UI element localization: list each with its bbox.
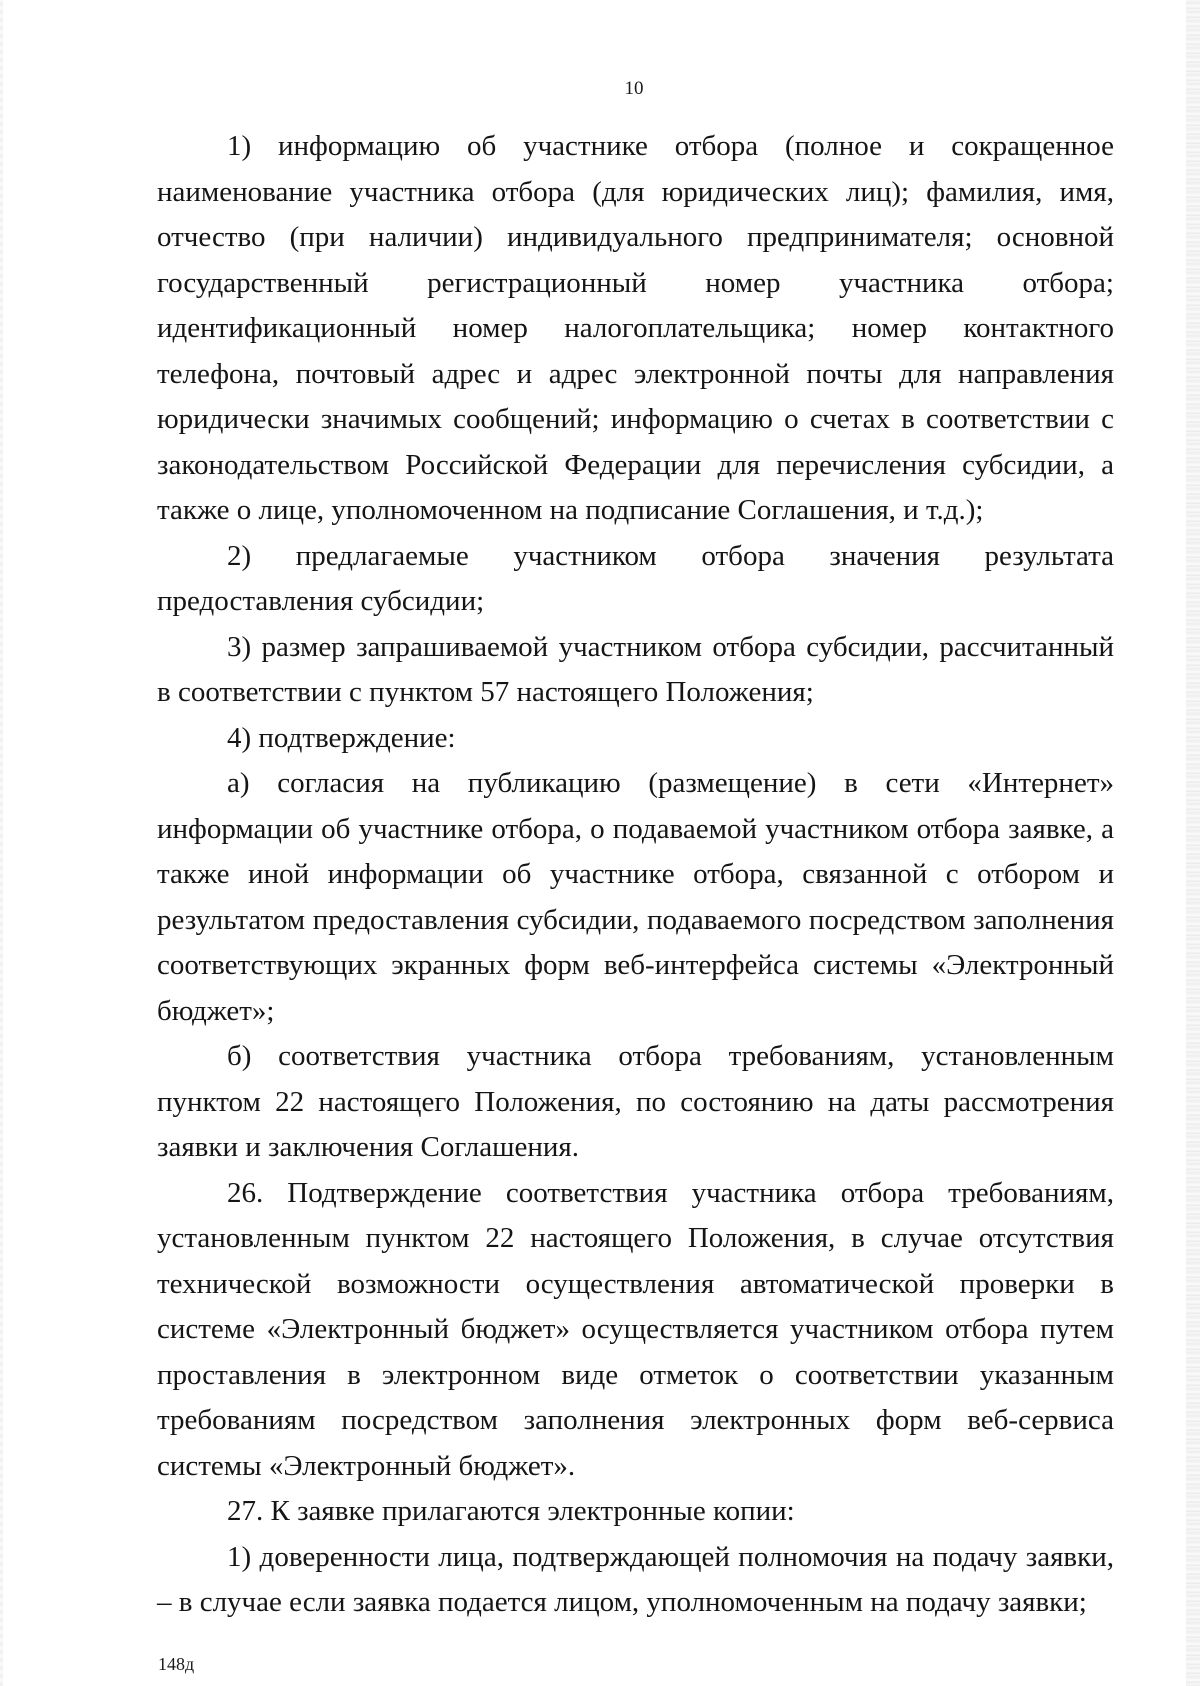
scan-edge-right	[1186, 0, 1200, 1686]
paragraph-subitem-b-requirements-compliance: б) соответствия участника отбора требованиям, установленным пунктом 22 настоящего Положения, по состоянию на даты рассмотрения заявки и заключения Соглашения.	[157, 1040, 1114, 1163]
paragraph-item-3-subsidy-amount: 3) размер запрашиваемой участником отбора субсидии, рассчитанный в соответствии с пунктом 57 настоящего Положения;	[157, 630, 1114, 708]
page-number: 10	[624, 78, 644, 99]
paragraph-subitem-a-publication-consent: а) согласия на публикацию (размещение) в сети «Интернет» информации об участнике отбора, о подаваемой участником отбора заявке, а также иной информации об участнике отбора, связанной с отбором и результатом предоставления субсидии, подаваемого посредством заполнения соответствующих экранных форм веб-интерфейса системы «Электронный бюджет»;	[157, 767, 1114, 1027]
paragraph-clause-27: 27. К заявке прилагаются электронные копии:	[227, 1495, 795, 1527]
paragraph-item-4-confirmation: 4) подтверждение:	[227, 721, 456, 754]
paragraph-item-2-result-values: 2) предлагаемые участником отбора значения результата предоставления субсидии;	[157, 539, 1114, 617]
document-body	[157, 124, 1114, 1626]
paragraph-clause-27-item-1: 1) доверенности лица, подтверждающей полномочия на подачу заявки, – в случае если заявка подается лицом, уполномоченным на подачу заявки;	[157, 1540, 1114, 1618]
paragraph-item-1-applicant-info: 1) информацию об участнике отбора (полное и сокращенное наименование участника отбора (для юридических лиц); фамилия, имя, отчество (при наличии) индивидуального предпринимателя; основной государственный регистрационный номер участника отбора; идентификационный номер налогоплательщика; номер контактного телефона, почтовый адрес и адрес электронной почты для направления юридически значимых сообщений; информацию о счетах в соответствии с законодательством Российской Федерации для перечисления субсидии, а также о лице, уполномоченном на подписание Соглашения, и т.д.);	[157, 130, 1114, 526]
paragraph-clause-26: 26. Подтверждение соответствия участника отбора требованиям, установленным пунктом 22 настоящего Положения, в случае отсутствия технической возможности осуществления автоматической проверки в системе «Электронный бюджет» осуществляется участником отбора путем проставления в электронном виде отметок о соответствии указанным требованиям посредством заполнения электронных форм веб-сервиса системы «Электронный бюджет».	[157, 1176, 1114, 1482]
footer-document-code: 148д	[158, 1654, 195, 1674]
scan-edge-left	[0, 0, 3, 1686]
